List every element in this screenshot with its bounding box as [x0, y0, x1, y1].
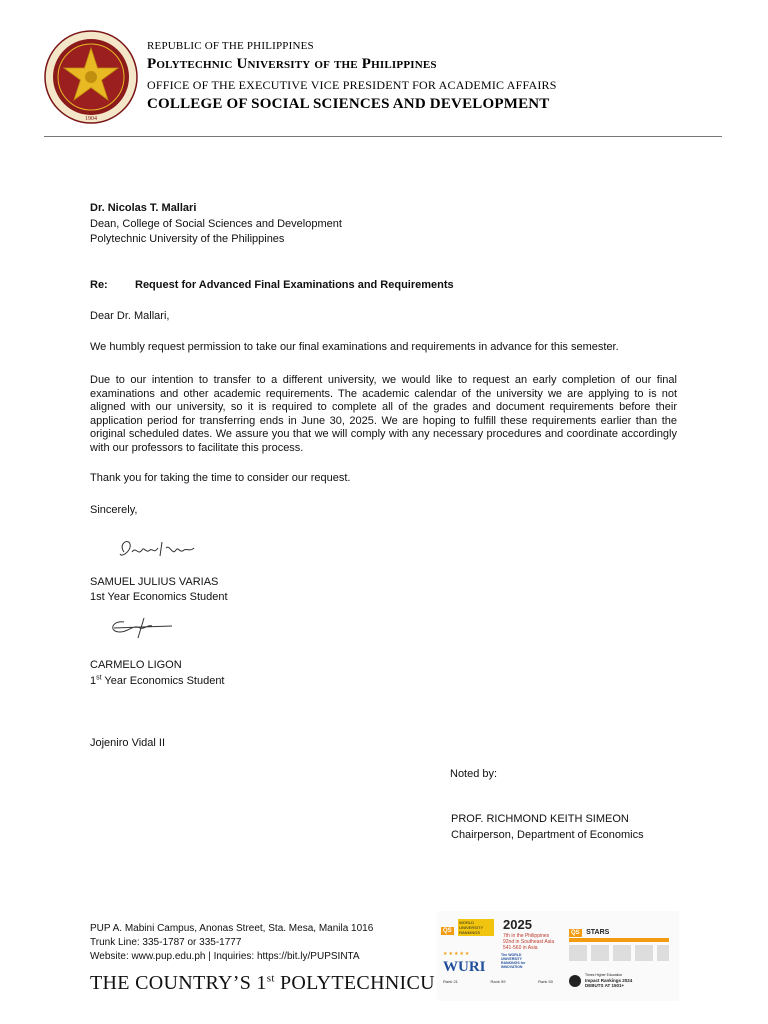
header-university: Polytechnic University of the Philippines	[147, 56, 437, 72]
the-impact-badge: Times Higher Education Impact Rankings 2024 DEBUTS AT 1501+	[585, 973, 633, 988]
qs-stars-bar	[569, 938, 669, 942]
footer-tagline: THE COUNTRY’S 1st POLYTECHNICU	[90, 972, 435, 994]
addressee-title: Dean, College of Social Sciences and Development	[90, 218, 342, 230]
signatory-3-name: Jojeniro Vidal II	[90, 737, 166, 749]
paragraph-3: Thank you for taking the time to consider our request.	[90, 472, 351, 484]
qs-stars-criteria	[569, 945, 669, 961]
seal-year: 1904	[85, 116, 97, 122]
wuri-stars-icon: ★★★★★	[443, 951, 471, 957]
signature-ligon	[104, 614, 176, 640]
qs-stars-logo-icon: QS	[571, 930, 580, 936]
paragraph-2: Due to our intention to transfer to a different university, we would like to request an early completion of our final examinations and other academic requirements. The academic calendar of the university we are applying to is not aligned with our university, so it is required to complete all of the grades and document requirements before their application period for transferring ends in June 30, 2025. We are hoping to fulfill these requirements earlier than the original scheduled dates. We assure you that we will comply with any necessary procedures and coordinate accordingly with our professors to facilitate this process.	[90, 374, 677, 454]
qs-stars-badge: QS STARS	[571, 929, 610, 936]
noted-label: Noted by:	[450, 768, 498, 780]
header-divider	[44, 136, 722, 137]
header-office: OFFICE OF THE EXECUTIVE VICE PRESIDENT FOR ACADEMIC AFFAIRS	[147, 78, 557, 92]
wuri-logo: WURI	[443, 959, 486, 975]
subject-text: Request for Advanced Final Examinations and Requirements	[135, 279, 454, 291]
salutation: Dear Dr. Mallari,	[90, 310, 170, 322]
footer-trunk: Trunk Line: 335-1787 or 335-1777	[90, 937, 242, 948]
wuri-subtitle: The WORLD UNIVERSITY RANKINGS for INNOVATION	[501, 953, 526, 969]
signatory-1-name: SAMUEL JULIUS VARIAS	[90, 576, 219, 588]
signatory-1-role: 1st Year Economics Student	[90, 591, 228, 603]
signatory-2-name: CARMELO LIGON	[90, 659, 182, 671]
closing: Sincerely,	[90, 504, 138, 516]
ranking-badges	[437, 911, 679, 1001]
signature-varias	[114, 534, 204, 564]
header-country: REPUBLIC OF THE PHILIPPINES	[147, 40, 314, 52]
university-seal	[44, 30, 138, 124]
addressee-name: Dr. Nicolas T. Mallari	[90, 202, 197, 214]
signatory-2-role: 1st Year Economics Student	[90, 674, 225, 687]
footer-website: Website: www.pup.edu.ph | Inquiries: https://bit.ly/PUPSINTA	[90, 951, 360, 962]
header-college: COLLEGE OF SOCIAL SCIENCES AND DEVELOPMENT	[147, 96, 550, 112]
qs-ranks: 7th in the Philippines 92nd in Southeast Asia 541-560 in Asia	[503, 933, 555, 951]
addressee-org: Polytechnic University of the Philippines	[90, 233, 285, 245]
qs-wur-badge: QS WORLD UNIVERSITY RANKINGS	[441, 919, 494, 937]
noted-title: Chairperson, Department of Economics	[451, 829, 644, 841]
qs-year: 2025	[503, 917, 532, 932]
paragraph-1: We humbly request permission to take our final examinations and requirements in advance for this semester.	[90, 341, 619, 353]
subject-label: Re:	[90, 279, 108, 291]
wuri-ranks: Rank 21 Rank 59 Rank 50	[443, 979, 553, 984]
noted-name: PROF. RICHMOND KEITH SIMEON	[451, 813, 629, 825]
footer-address: PUP A. Mabini Campus, Anonas Street, Sta. Mesa, Manila 1016	[90, 923, 374, 934]
qs-logo-icon: QS	[443, 928, 452, 934]
the-logo-icon	[569, 975, 581, 987]
